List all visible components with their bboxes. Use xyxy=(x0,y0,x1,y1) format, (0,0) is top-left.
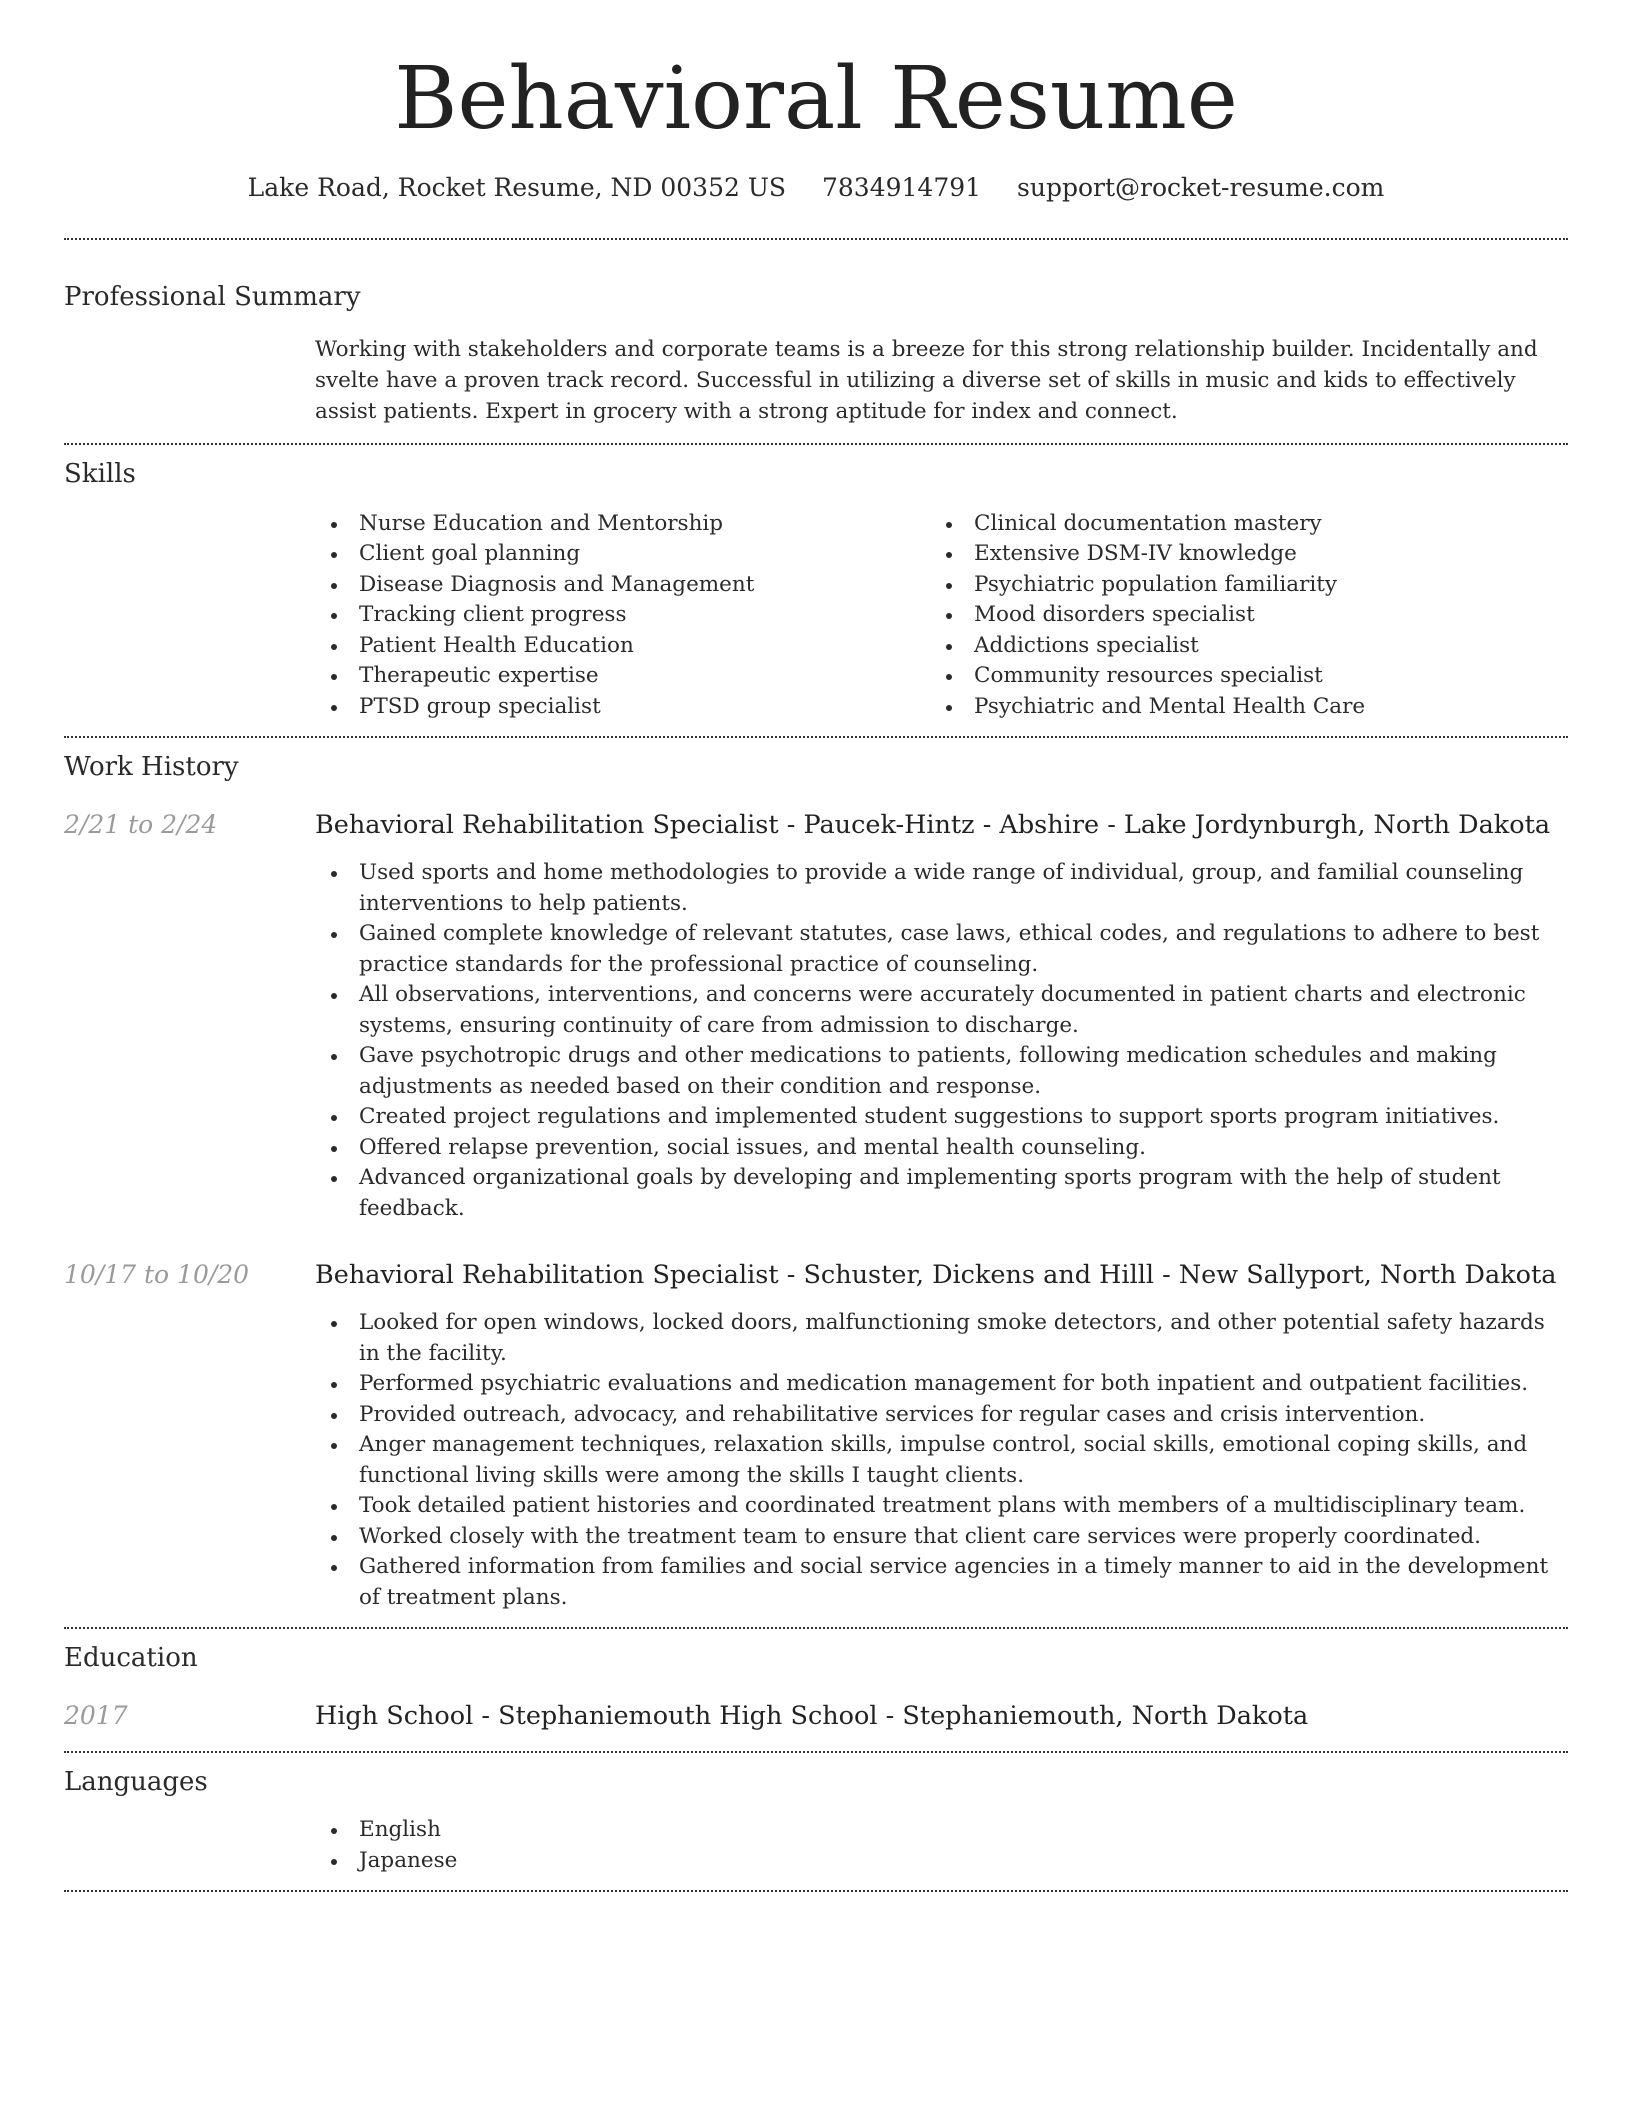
language-item: Japanese xyxy=(315,1846,1568,1877)
job-bullet: Anger management techniques, relaxation skills, impulse control, social skills, emotional coping skills, and functional living skills were among the skills I taught clients. xyxy=(315,1430,1568,1491)
job-2-bullets xyxy=(315,1308,1568,1613)
job-bullet: Offered relapse prevention, social issues, and mental health counseling. xyxy=(315,1133,1568,1164)
languages-list xyxy=(315,1815,1568,1876)
job-bullet: Gained complete knowledge of relevant statutes, case laws, ethical codes, and regulations to adhere to best practice standards for the professional practice of counseling. xyxy=(315,919,1568,980)
job-heading: Behavioral Rehabilitation Specialist - Schuster, Dickens and Hilll - New Sallyport, North Dakota xyxy=(315,1260,1557,1291)
divider xyxy=(64,736,1568,738)
job-heading: Behavioral Rehabilitation Specialist - Paucek-Hintz - Abshire - Lake Jordynburgh, North Dakota xyxy=(315,810,1551,841)
contact-email: support@rocket-resume.com xyxy=(1017,172,1385,202)
job-entry-1 xyxy=(64,810,1568,840)
skill-item: Psychiatric and Mental Health Care xyxy=(930,692,1545,723)
skill-item: Disease Diagnosis and Management xyxy=(315,570,930,601)
job-bullet: Gathered information from families and social service agencies in a timely manner to aid in the development of treatment plans. xyxy=(315,1552,1568,1613)
skill-item: PTSD group specialist xyxy=(315,692,930,723)
job-bullet: Looked for open windows, locked doors, malfunctioning smoke detectors, and other potential safety hazards in the facility. xyxy=(315,1308,1568,1369)
skill-item: Addictions specialist xyxy=(930,631,1545,662)
job-bullet: Took detailed patient histories and coordinated treatment plans with members of a multidisciplinary team. xyxy=(315,1491,1568,1522)
skill-item: Client goal planning xyxy=(315,539,930,570)
job-1-bullets xyxy=(315,858,1568,1224)
skills-heading: Skills xyxy=(64,458,136,489)
divider xyxy=(64,238,1568,240)
skill-item: Extensive DSM-IV knowledge xyxy=(930,539,1545,570)
contact-address: Lake Road, Rocket Resume, ND 00352 US xyxy=(247,172,787,202)
languages-heading: Languages xyxy=(64,1767,208,1798)
job-dates: 10/17 to 10/20 xyxy=(64,1260,250,1290)
summary-heading: Professional Summary xyxy=(64,281,361,312)
education-year: 2017 xyxy=(64,1701,128,1731)
skill-item: Clinical documentation mastery xyxy=(930,509,1545,540)
contact-line xyxy=(64,173,1568,202)
work-history-heading: Work History xyxy=(64,752,239,783)
divider xyxy=(64,443,1568,445)
divider xyxy=(64,1751,1568,1753)
job-bullet: All observations, interventions, and concerns were accurately documented in patient charts and electronic systems, ensuring continuity of care from admission to discharge. xyxy=(315,980,1568,1041)
skill-item: Psychiatric population familiarity xyxy=(930,570,1545,601)
skills-list xyxy=(315,509,1568,723)
education-entry xyxy=(64,1701,1568,1731)
job-dates: 2/21 to 2/24 xyxy=(64,810,218,840)
job-entry-2 xyxy=(64,1260,1568,1290)
summary-text: Working with stakeholders and corporate teams is a breeze for this strong relationship builder. Incidentally and svelte have a proven track record. Successful in utilizing a diverse set of skills in music and kids to effectively assist patients. Expert in grocery with a strong aptitude for index and connect. xyxy=(315,336,1538,424)
job-bullet: Performed psychiatric evaluations and medication management for both inpatient and outpatient facilities. xyxy=(315,1369,1568,1400)
education-heading: Education xyxy=(64,1643,198,1674)
divider xyxy=(64,1890,1568,1892)
skill-item: Tracking client progress xyxy=(315,600,930,631)
job-bullet: Created project regulations and implemented student suggestions to support sports program initiatives. xyxy=(315,1102,1568,1133)
contact-phone: 7834914791 xyxy=(822,172,982,202)
skill-item: Mood disorders specialist xyxy=(930,600,1545,631)
skill-item: Nurse Education and Mentorship xyxy=(315,509,930,540)
skill-item: Patient Health Education xyxy=(315,631,930,662)
language-item: English xyxy=(315,1815,1568,1846)
job-bullet: Gave psychotropic drugs and other medications to patients, following medication schedules and making adjustments as needed based on their condition and response. xyxy=(315,1041,1568,1102)
job-bullet: Worked closely with the treatment team to ensure that client care services were properly coordinated. xyxy=(315,1522,1568,1553)
education-heading-line: High School - Stephaniemouth High School - Stephaniemouth, North Dakota xyxy=(315,1701,1309,1732)
resume-name: Behavioral Resume xyxy=(394,49,1238,149)
divider xyxy=(64,1627,1568,1629)
skills-column-left xyxy=(315,509,930,723)
job-bullet: Used sports and home methodologies to provide a wide range of individual, group, and familial counseling interventions to help patients. xyxy=(315,858,1568,919)
job-bullet: Provided outreach, advocacy, and rehabilitative services for regular cases and crisis intervention. xyxy=(315,1400,1568,1431)
resume-page xyxy=(64,0,1568,1892)
skill-item: Therapeutic expertise xyxy=(315,661,930,692)
job-bullet: Advanced organizational goals by developing and implementing sports program with the help of student feedback. xyxy=(315,1163,1568,1224)
skill-item: Community resources specialist xyxy=(930,661,1545,692)
skills-column-right xyxy=(930,509,1545,723)
